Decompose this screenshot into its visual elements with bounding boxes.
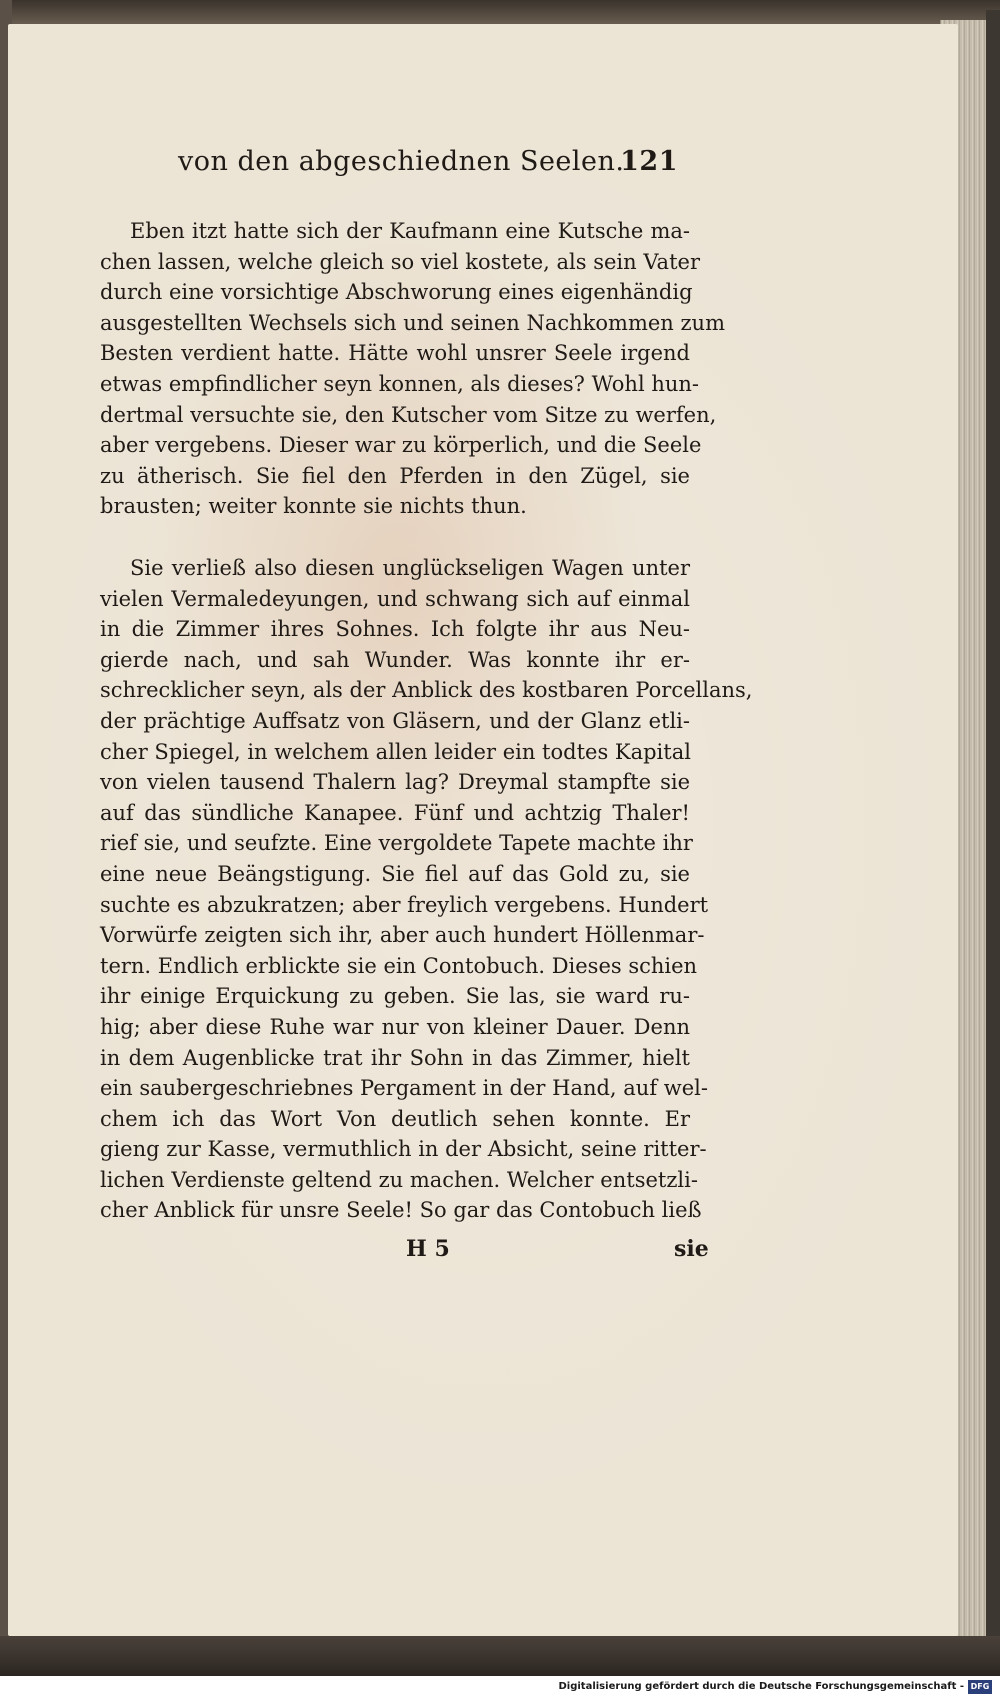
paragraph-1	[100, 216, 725, 522]
text-line: aber vergebens. Dieser war zu körperlich, und die Seele	[100, 433, 702, 458]
text-line: vielen Vermaledeyungen, und schwang sich auf einmal	[100, 586, 690, 611]
text-line: cher Spiegel, in welchem allen leider ein todtes Kapital	[100, 739, 691, 764]
text-line: Besten verdient hatte. Hätte wohl unsrer Seele irgend	[100, 341, 690, 366]
text-line: in dem Augenblicke trat ihr Sohn in das Zimmer, hielt	[100, 1045, 690, 1070]
text-line: ihr einige Erquickung zu geben. Sie las, sie ward ru-	[100, 984, 690, 1009]
running-title: von den abgeschiednen Seelen.	[178, 146, 625, 177]
text-line: auf das sündliche Kanapee. Fünf und achtzig Thaler!	[100, 800, 690, 825]
text-line: chen lassen, welche gleich so viel kostete, als sein Vater	[100, 249, 700, 274]
text-line: etwas empfindlicher seyn konnen, als dieses? Wohl hun-	[100, 371, 700, 396]
digitization-credit: Digitalisierung gefördert durch die Deutsche Forschungsgemeinschaft -	[558, 1681, 964, 1692]
book-cover-edge	[986, 10, 1000, 1650]
text-line: suchte es abzukratzen; aber freylich vergebens. Hundert	[100, 892, 709, 917]
text-line: rief sie, und seufzte. Eine vergoldete Tapete machte ihr	[100, 831, 693, 856]
text-line: der prächtige Auffsatz von Gläsern, und der Glanz etli-	[100, 708, 690, 733]
text-line: hig; aber diese Ruhe war nur von kleiner Dauer. Denn	[100, 1014, 690, 1039]
paragraph-2	[100, 553, 753, 1226]
text-line: Sie verließ also diesen unglückseligen Wagen unter	[130, 556, 690, 580]
text-line: lichen Verdienste geltend zu machen. Welcher entsetzli-	[100, 1167, 698, 1192]
scan-top-edge	[0, 0, 1000, 26]
page-number: 121	[620, 146, 678, 177]
catchword: sie	[674, 1236, 709, 1262]
text-line: zu ätherisch. Sie fiel den Pferden in den Zügel, sie	[100, 463, 690, 488]
text-line: durch eine vorsichtige Abschworung eines eigenhändig	[100, 280, 693, 305]
dfg-logo: DFG	[968, 1680, 992, 1694]
text-line: gieng zur Kasse, vermuthlich in der Absicht, seine ritter-	[100, 1137, 707, 1162]
text-line: in die Zimmer ihres Sohnes. Ich folgte ihr aus Neu-	[100, 617, 690, 642]
text-line: cher Anblick für unsre Seele! So gar das Contobuch ließ	[100, 1198, 702, 1223]
text-line: dertmal versuchte sie, den Kutscher vom Sitze zu werfen,	[100, 402, 717, 427]
text-line: gierde nach, und sah Wunder. Was konnte ihr er-	[100, 647, 690, 672]
text-line: ein saubergeschriebnes Pergament in der Hand, auf wel-	[100, 1076, 708, 1101]
text-line: eine neue Beängstigung. Sie fiel auf das Gold zu, sie	[100, 861, 690, 886]
page-header	[178, 140, 678, 184]
text-line: schrecklicher seyn, als der Anblick des kostbaren Porcellans,	[100, 678, 753, 703]
text-line: brausten; weiter konnte sie nichts thun.	[100, 494, 527, 519]
text-line: chem ich das Wort Von deutlich sehen konnte. Er	[100, 1106, 690, 1131]
text-line: ausgestellten Wechsels sich und seinen Nachkommen zum	[100, 310, 725, 335]
text-line: Eben itzt hatte sich der Kaufmann eine Kutsche ma-	[130, 219, 690, 243]
scan-bottom-edge	[0, 1636, 1000, 1676]
text-line: tern. Endlich erblickte sie ein Contobuch. Dieses schien	[100, 953, 698, 978]
signature-mark: H 5	[406, 1236, 450, 1262]
text-line: von vielen tausend Thalern lag? Dreymal stampfte sie	[100, 770, 690, 795]
text-line: Vorwürfe zeigten sich ihr, aber auch hundert Höllenmar-	[100, 923, 705, 948]
